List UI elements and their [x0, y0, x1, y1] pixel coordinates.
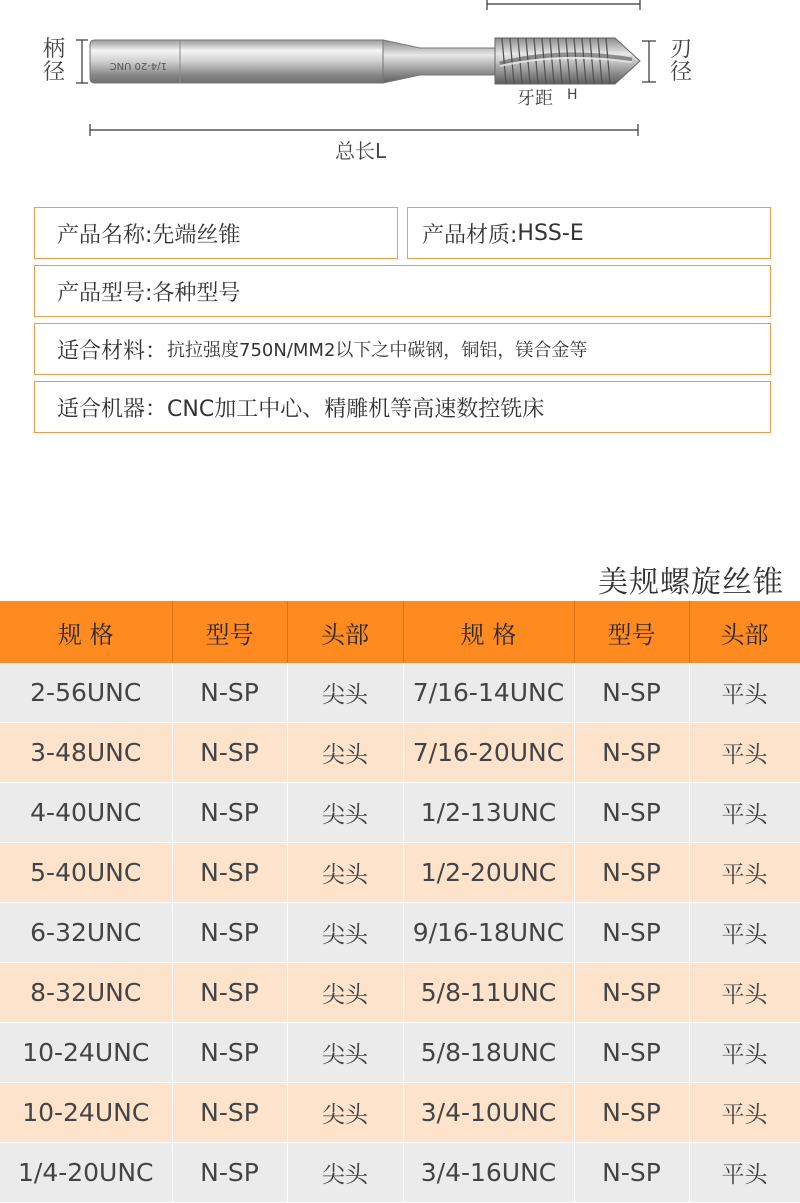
cell-model: N-SP [574, 1023, 689, 1083]
header-head-2: 头部 [689, 601, 800, 663]
cell-spec: 7/16-14UNC [403, 663, 574, 723]
table-header-row [0, 601, 800, 663]
suitable-machine-box [34, 381, 771, 433]
cell-model: N-SP [574, 963, 689, 1023]
cell-head: 平头 [689, 663, 800, 723]
cell-spec: 5/8-18UNC [403, 1023, 574, 1083]
cell-model: N-SP [574, 663, 689, 723]
suitable-material-label: 适合材料： [57, 338, 168, 364]
total-length-label: 总长L [335, 139, 387, 163]
cell-spec: 6-32UNC [0, 903, 172, 963]
cell-head: 平头 [689, 1083, 800, 1143]
blade-diameter-label: 刃径 [669, 37, 692, 86]
tap-illustration [0, 0, 800, 175]
cell-head: 尖头 [287, 783, 403, 843]
cell-head: 平头 [689, 783, 800, 843]
cell-model: N-SP [172, 783, 287, 843]
suitable-machine-label: 适合机器： [57, 396, 168, 422]
product-name-value: 先端丝锥 [152, 222, 241, 248]
total-length-dimension [90, 124, 638, 136]
table-row [0, 903, 800, 963]
cell-spec: 8-32UNC [0, 963, 172, 1023]
cell-model: N-SP [172, 903, 287, 963]
table-row [0, 663, 800, 723]
cell-model: N-SP [574, 723, 689, 783]
cell-spec: 7/16-20UNC [403, 723, 574, 783]
cell-head: 平头 [689, 1023, 800, 1083]
cell-head: 尖头 [287, 663, 403, 723]
product-material-box [407, 207, 771, 259]
product-name-label: 产品名称: [57, 222, 153, 248]
product-material-label: 产品材质: [422, 222, 518, 248]
shank-engraving: 1/4-20 UNC [109, 60, 167, 71]
cell-head: 平头 [689, 843, 800, 903]
product-name-box [34, 207, 398, 259]
product-model-label: 产品型号: [57, 280, 153, 306]
tap-body [90, 38, 640, 84]
cell-model: N-SP [574, 1143, 689, 1203]
product-material-value: HSS-E [517, 220, 584, 246]
table-row [0, 1143, 800, 1203]
header-spec-2: 规 格 [403, 601, 574, 663]
cell-model: N-SP [172, 843, 287, 903]
blade-diameter-marker [642, 41, 656, 82]
table-row [0, 963, 800, 1023]
cell-model: N-SP [172, 963, 287, 1023]
suitable-material-value: 抗拉强度750N/MM2以下之中碳钢，铜铝，镁合金等 [167, 340, 588, 361]
cell-model: N-SP [574, 903, 689, 963]
shank-diameter-marker [76, 40, 88, 83]
cell-model: N-SP [574, 1083, 689, 1143]
cell-spec: 5-40UNC [0, 843, 172, 903]
table-row [0, 1083, 800, 1143]
cell-model: N-SP [574, 783, 689, 843]
table-title: 美规螺旋丝锥 [598, 565, 784, 600]
cell-spec: 5/8-11UNC [403, 963, 574, 1023]
cell-spec: 10-24UNC [0, 1083, 172, 1143]
suitable-material-box [34, 323, 771, 375]
header-spec-1: 规 格 [0, 601, 172, 663]
cell-spec: 4-40UNC [0, 783, 172, 843]
cell-spec: 3/4-10UNC [403, 1083, 574, 1143]
cell-model: N-SP [172, 723, 287, 783]
cell-spec: 10-24UNC [0, 1023, 172, 1083]
cell-model: N-SP [172, 663, 287, 723]
spec-table [0, 601, 800, 1203]
cell-head: 尖头 [287, 843, 403, 903]
header-model-1: 型号 [172, 601, 287, 663]
product-model-value: 各种型号 [152, 280, 241, 306]
shank-diameter-label: 柄径 [42, 37, 65, 86]
cell-model: N-SP [172, 1023, 287, 1083]
product-model-box [34, 265, 771, 317]
cell-head: 尖头 [287, 1023, 403, 1083]
table-row [0, 1023, 800, 1083]
table-row [0, 843, 800, 903]
table-row [0, 783, 800, 843]
pitch-length-dimension [487, 0, 640, 10]
cell-model: N-SP [172, 1143, 287, 1203]
pitch-mark: H [567, 87, 578, 103]
cell-head: 尖头 [287, 963, 403, 1023]
pitch-label: 牙距 [517, 88, 553, 109]
cell-head: 平头 [689, 723, 800, 783]
header-head-1: 头部 [287, 601, 403, 663]
header-model-2: 型号 [574, 601, 689, 663]
cell-head: 尖头 [287, 903, 403, 963]
cell-head: 尖头 [287, 1143, 403, 1203]
cell-model: N-SP [574, 843, 689, 903]
cell-spec: 3/4-16UNC [403, 1143, 574, 1203]
cell-head: 平头 [689, 1143, 800, 1203]
cell-spec: 3-48UNC [0, 723, 172, 783]
cell-spec: 1/2-13UNC [403, 783, 574, 843]
cell-spec: 9/16-18UNC [403, 903, 574, 963]
cell-head: 平头 [689, 963, 800, 1023]
cell-spec: 1/4-20UNC [0, 1143, 172, 1203]
table-row [0, 723, 800, 783]
cell-head: 尖头 [287, 1083, 403, 1143]
cell-spec: 2-56UNC [0, 663, 172, 723]
suitable-machine-value: CNC加工中心、精雕机等高速数控铣床 [167, 396, 545, 422]
tap-diagram [0, 0, 800, 175]
cell-head: 平头 [689, 903, 800, 963]
cell-model: N-SP [172, 1083, 287, 1143]
cell-head: 尖头 [287, 723, 403, 783]
cell-spec: 1/2-20UNC [403, 843, 574, 903]
